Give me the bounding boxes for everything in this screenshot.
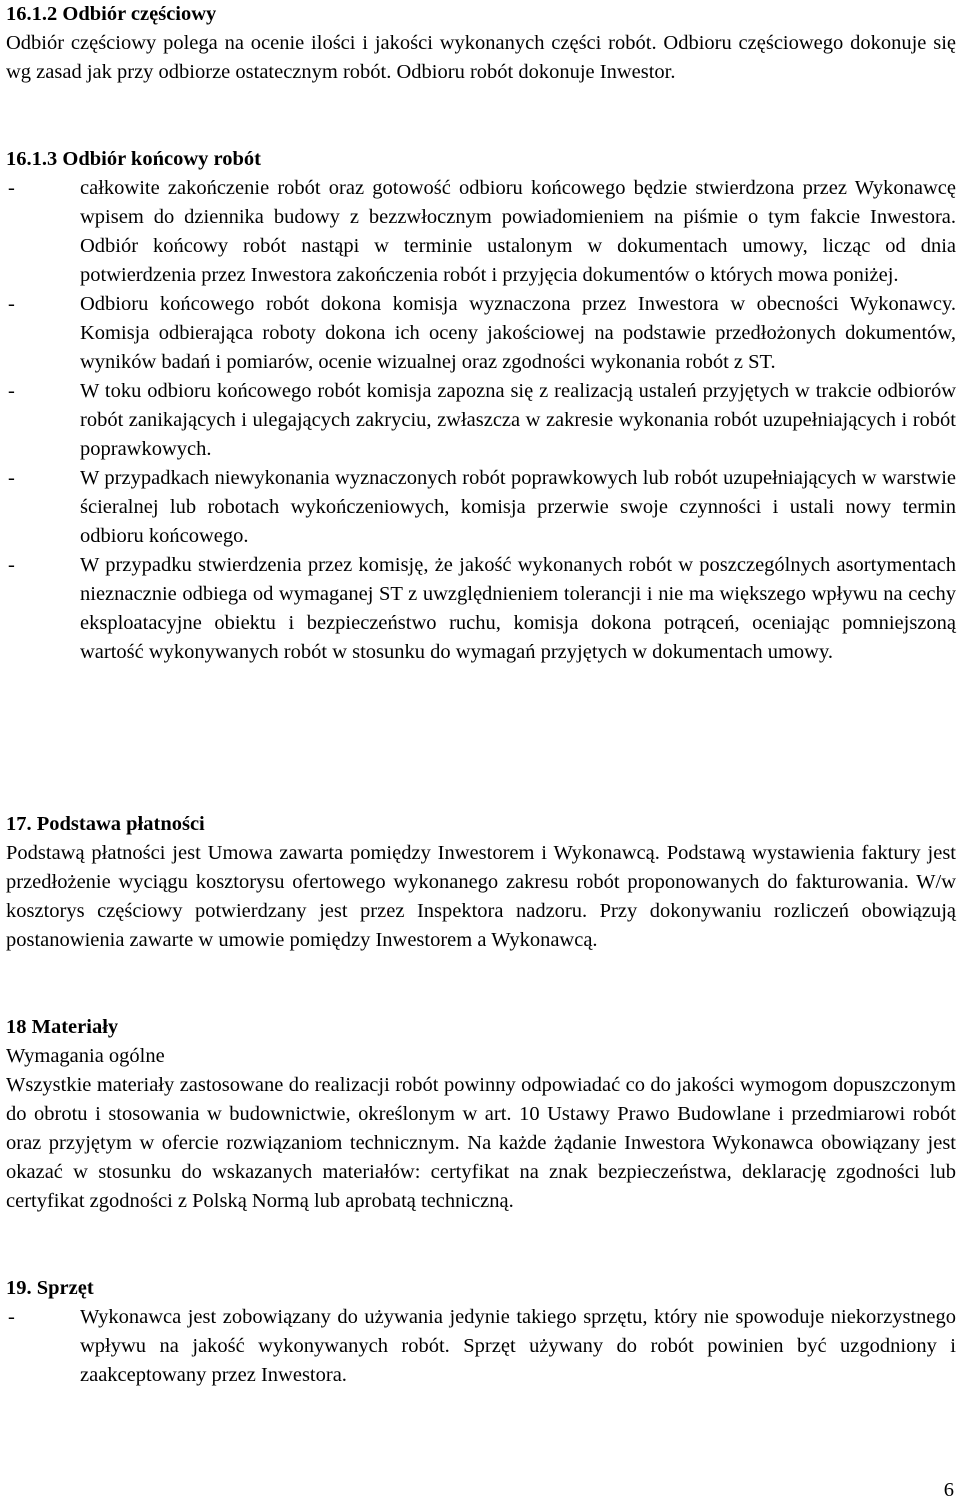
- list-dash: -: [8, 380, 15, 402]
- section-16-1-3: [6, 145, 956, 667]
- list-item-text: Wykonawca jest zobowiązany do używania jedynie takiego sprzętu, który nie spowoduje niekorzystnego wpływu na jakość wykonywanych robót. Sprzęt używany do robót powinien być uzgodniony i zaakceptowany przez Inwestora.: [80, 1306, 956, 1386]
- section-subheading: Wymagania ogólne: [6, 1045, 165, 1067]
- list-item-text: W toku odbioru końcowego robót komisja zapozna się z realizacją ustaleń przyjętych w trakcie odbiorów robót zanikających i ulegających zakryciu, zwłaszcza w zakresie wykonania robót uzupełniających i robót poprawkowych.: [80, 380, 956, 460]
- section-body: Odbiór częściowy polega na ocenie ilości i jakości wykonanych części robót. Odbioru częściowego dokonuje się wg zasad jak przy odbiorze ostatecznym robót. Odbioru robót dokonuje Inwestor.: [6, 32, 956, 83]
- list-dash: -: [8, 1306, 15, 1328]
- list-item-text: Odbioru końcowego robót dokona komisja wyznaczona przez Inwestora w obecności Wykonawcy. Komisja odbierająca roboty dokona ich oceny jakościowej na podstawie przedłożonych dokumentów, wyników badań i pomiarów, ocenie wizualnej oraz zgodności wykonania robót z ST.: [80, 293, 956, 373]
- list-dash: -: [8, 554, 15, 576]
- section-17: [6, 810, 956, 955]
- section-body: Wszystkie materiały zastosowane do realizacji robót powinny odpowiadać co do jakości wymogom dopuszczonym do obrotu i stosowania w budownictwie, określonym w art. 10 Ustawy Prawo Budowlane i przedmiarowi robót oraz przyjętym w ofercie rozwiązaniom technicznym. Na każde żądanie Inwestora Wykonawca obowiązany jest okazać w stosunku do wskazanych materiałów: certyfikat na znak bezpieczeństwa, deklarację zgodności lub certyfikat zgodności z Polską Normą lub aprobatą techniczną.: [6, 1074, 956, 1212]
- section-18: [6, 1013, 956, 1216]
- section-heading: 19. Sprzęt: [6, 1277, 94, 1299]
- list-item: [6, 464, 956, 551]
- list-dash: -: [8, 177, 15, 199]
- section-heading: 16.1.2 Odbiór częściowy: [6, 3, 217, 25]
- section-body: Podstawą płatności jest Umowa zawarta pomiędzy Inwestorem i Wykonawcą. Podstawą wystawienia faktury jest przedłożenie wyciągu kosztorysu ofertowego wykonanego zakresu robót proponowanych do fakturowania. W/w kosztorys częściowy potwierdzany jest przez Inspektora nadzoru. Przy dokonywaniu rozliczeń obowiązują postanowienia zawarte w umowie pomiędzy Inwestorem a Wykonawcą.: [6, 842, 956, 951]
- list-item-text: całkowite zakończenie robót oraz gotowość odbioru końcowego będzie stwierdzona przez Wykonawcę wpisem do dziennika budowy z bezzwłocznym powiadomieniem na piśmie o tym fakcie Inwestora. Odbiór końcowy robót nastąpi w terminie ustalonym w dokumentach umowy, licząc od dnia potwierdzenia przez Inwestora zakończenia robót i przyjęcia dokumentów o których mowa poniżej.: [80, 177, 956, 286]
- section-heading: 17. Podstawa płatności: [6, 813, 205, 835]
- list-dash: -: [8, 293, 15, 315]
- list-item: [6, 290, 956, 377]
- list-dash: -: [8, 467, 15, 489]
- list-item: [6, 551, 956, 667]
- page-number: 6: [943, 1479, 954, 1501]
- section-19: [6, 1274, 956, 1390]
- section-16-1-2: [6, 0, 956, 87]
- list-item-text: W przypadku stwierdzenia przez komisję, że jakość wykonanych robót w poszczególnych asortymentach nieznacznie odbiega od wymaganej ST z uwzględnieniem tolerancji i nie ma większego wpływu na cechy eksploatacyjne obiektu i bezpieczeństwo ruchu, komisja dokona potrąceń, oceniając pomniejszoną wartość wykonywanych robót w stosunku do wymagań przyjętych w dokumentach umowy.: [80, 554, 956, 663]
- list-item: [6, 174, 956, 290]
- list-item-text: W przypadkach niewykonania wyznaczonych robót poprawkowych lub robót uzupełniających w warstwie ścieralnej lub robotach wykończeniowych, komisja przerwie swoje czynności i ustali nowy termin odbioru końcowego.: [80, 467, 956, 547]
- list-item: [6, 1303, 956, 1390]
- section-heading: 16.1.3 Odbiór końcowy robót: [6, 148, 261, 170]
- section-heading: 18 Materiały: [6, 1016, 119, 1038]
- list-item: [6, 377, 956, 464]
